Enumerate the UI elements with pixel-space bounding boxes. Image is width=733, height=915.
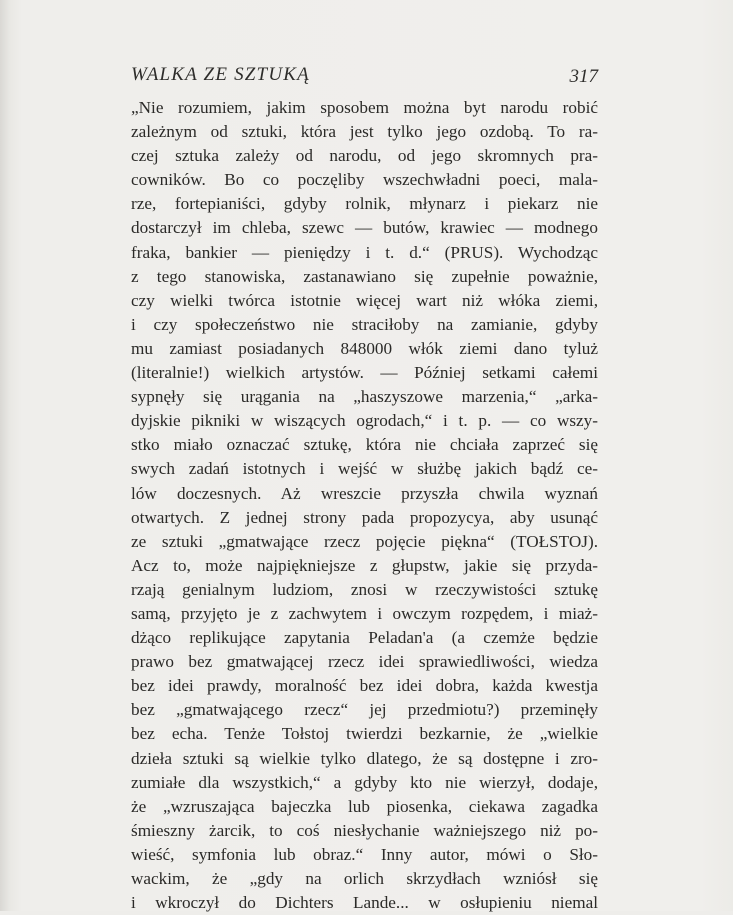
text-line: stko miało oznaczać sztukę, która nie chciała zaprzeć się	[131, 435, 598, 455]
text-line: rze, fortepianiści, gdyby rolnik, młynarz i piekarz nie	[131, 194, 598, 214]
text-line: bez idei prawdy, moralność bez idei dobra, każda kwestja	[131, 676, 598, 696]
text-line: i czy społeczeństwo nie straciłoby na zamianie, gdyby	[131, 314, 598, 334]
text-line: czy wielki twórca istotnie więcej wart niż włóka ziemi,	[131, 290, 598, 310]
text-line: otwartych. Z jednej strony pada propozycya, aby usunąć	[131, 507, 598, 527]
text-line: prawo bez gmatwającej rzecz idei sprawiedliwości, wiedza	[131, 652, 598, 672]
text-line: dzieła sztuki są wielkie tylko dlatego, że są dostępne i zro-	[131, 748, 598, 768]
text-line: „Nie rozumiem, jakim sposobem można byt narodu robić	[131, 98, 598, 117]
text-line: z tego stanowiska, zastanawiano się zupełnie poważnie,	[131, 266, 598, 286]
text-line: dżąco replikujące zapytania Peladan'a (a czemże będzie	[131, 628, 598, 648]
text-line: śmieszny żarcik, to coś niesłychanie ważniejszego niż po-	[131, 820, 598, 840]
text-line: ze sztuki „gmatwające rzecz pojęcie piękna“ (TOŁSTOJ).	[131, 531, 598, 551]
text-line: wieść, symfonia lub obraz.“ Inny autor, mówi o Sło-	[131, 844, 598, 864]
text-line: bez „gmatwającego rzecz“ jej przedmiotu?) przeminęły	[131, 700, 598, 720]
text-line: lów doczesnych. Aż wreszcie przyszła chwila wyznań	[131, 483, 598, 503]
text-line: zależnym od sztuki, która jest tylko jego ozdobą. To ra-	[131, 122, 598, 142]
text-line: dyjskie pikniki w wiszących ogrodach,“ i t. p. — co wszy-	[131, 411, 598, 431]
page-header	[131, 64, 598, 90]
text-line: fraka, bankier — pieniędzy i t. d.“ (PRUS). Wychodząc	[131, 242, 598, 262]
text-line: mu zamiast posiadanych 848000 włók ziemi dano tyluż	[131, 338, 598, 358]
text-line: (literalnie!) wielkich artystów. — Później setkami całemi	[131, 363, 598, 383]
text-line: Acz to, może najpiękniejsze z głupstw, jakie się przyda-	[131, 555, 598, 575]
text-line: że „wzruszająca bajeczka lub piosenka, ciekawa zagadka	[131, 796, 598, 816]
text-line: rzają genialnym ludziom, znosi w rzeczywistości sztukę	[131, 579, 598, 599]
text-line: swych zadań istotnych i wejść w służbę jakich bądź ce-	[131, 459, 598, 479]
text-line: dostarczył im chleba, szewc — butów, krawiec — modnego	[131, 218, 598, 238]
text-line: sypnęły się urągania na „haszyszowe marzenia,“ „arka-	[131, 387, 598, 407]
text-line: zumiałe dla wszystkich,“ a gdyby kto nie wierzył, dodaje,	[131, 772, 598, 792]
text-line: cowników. Bo co poczęliby wszechwładni poeci, mala-	[131, 170, 598, 190]
text-line: i wkroczył do Dichters Lande... w osłupieniu niemal	[131, 893, 598, 913]
text-line: bez echa. Tenże Tołstoj twierdzi bezkarnie, że „wielkie	[131, 724, 598, 744]
running-title: WALKA ZE SZTUKĄ	[131, 64, 310, 85]
text-line: czej sztuka zależy od narodu, od jego skromnych pra-	[131, 146, 598, 166]
text-line: wackim, że „gdy na orlich skrzydłach wzniósł się	[131, 869, 598, 888]
body-text	[131, 96, 598, 915]
page-number: 317	[569, 66, 598, 87]
text-line: samą, przyjęto je z zachwytem i owczym rozpędem, i miaż-	[131, 603, 598, 623]
